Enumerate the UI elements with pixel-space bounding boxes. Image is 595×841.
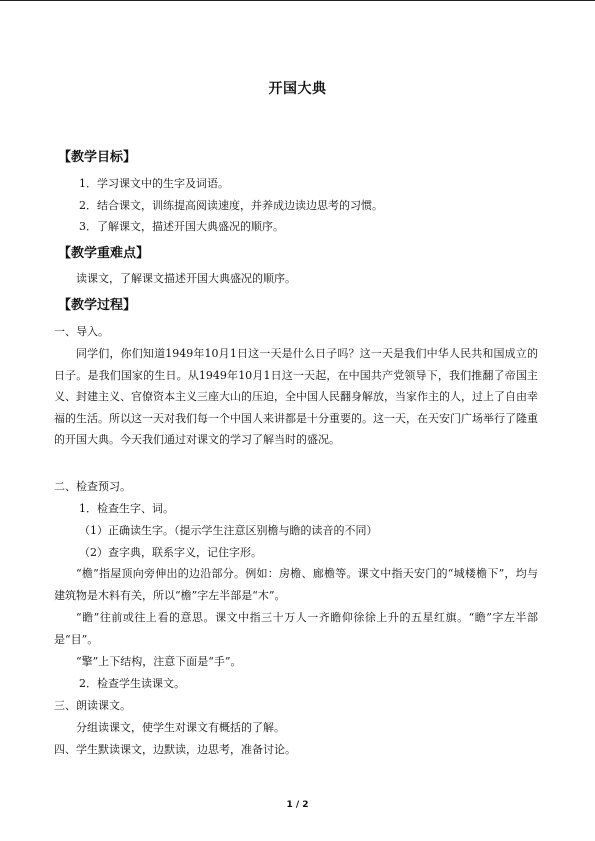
- section-heading-goals: 【教学目标】: [58, 150, 137, 165]
- page-number: 1 / 2: [286, 800, 309, 810]
- section-heading-key-points: 【教学重难点】: [58, 246, 150, 261]
- intro-paragraph: 同学们，你们知道1949年10月1日这一天是什么日子吗？这一天是我们中华人民共和国成立的日子。是我们国家的生日。从1949年10月1日这一天起，在中国共产党领导下，我们推翻了帝国主义、封建主义、官僚资本主义三座大山的压迫，全中国人民翻身解放，当家作主的人，过上了自由幸福的生活。所以这一天对我们每一个中国人来讲都是十分重要的。这一天，在天安门广场举行了隆重的开国大典。今天我们通过对课文的学习了解当时的盛况。: [54, 347, 538, 447]
- substep: 1．检查生字、词。: [79, 502, 174, 515]
- step-text: 分组读课文，使学生对课文有概括的了解。: [76, 721, 285, 734]
- section-heading-process: 【教学过程】: [58, 298, 137, 313]
- substep: （2）查字典，联系字义，记住字形。: [79, 546, 262, 559]
- goal-item: 3．了解课文，描述开国大典盛况的顺序。: [79, 220, 284, 233]
- key-points-text: 读课文，了解课文描述开国大典盛况的顺序。: [76, 272, 296, 285]
- substep: （1）正确读生字。（提示学生注意区别檐与瞻的读音的不同）: [79, 524, 378, 537]
- substep: 2．检查学生读课文。: [79, 677, 185, 690]
- page-title: 开国大典: [268, 81, 327, 97]
- step-title: 二、检查预习。: [54, 480, 131, 493]
- step-title: 三、朗读课文。: [54, 699, 131, 712]
- zhan-explanation: “瞻”往前或往上看的意思。课文中指三十万人一齐瞻仰徐徐上升的五星红旗。“瞻”字左半部是“目”。: [54, 611, 538, 646]
- header-rule: [0, 0, 595, 1]
- yan-explanation: “檐”指屋顶向旁伸出的边沿部分。例如：房檐、廊檐等。课文中指天安门的“城楼檐下”，均与建筑物是木料有关，所以“檐”字左半部是“木”。: [54, 567, 538, 602]
- step-title: 四、学生默读课文，边默读，边思考，准备讨论。: [54, 743, 296, 756]
- qing-explanation: “擎”上下结构，注意下面是“手”。: [76, 655, 242, 668]
- goal-item: 1．学习课文中的生字及词语。: [79, 177, 229, 190]
- step-title: 一、导入。: [54, 325, 109, 338]
- goal-item: 2．结合课文，训练提高阅读速度，并养成边读边思考的习惯。: [79, 199, 383, 212]
